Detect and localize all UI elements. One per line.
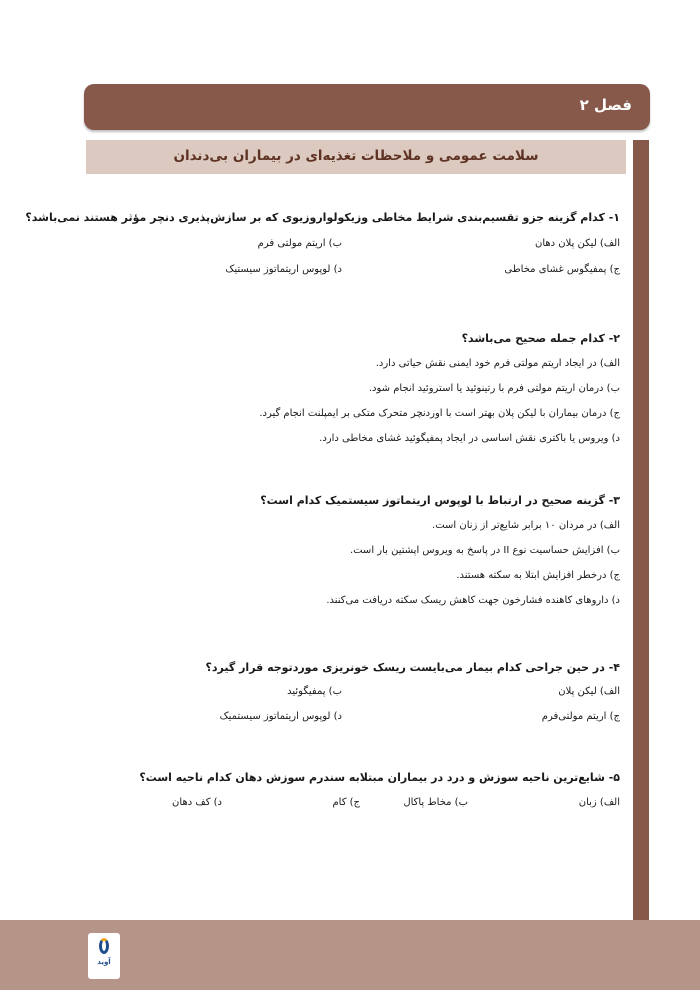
side-strip [633, 140, 649, 990]
question-3-option-c: ج) درخطر افزایش ابتلا به سکته هستند. [456, 570, 620, 581]
question-1-option-a: الف) لیکن پلان دهان [534, 238, 620, 249]
question-2-stem: ۲- کدام جمله صحیح می‌باشد؟ [461, 332, 620, 345]
chapter-header-bar [84, 84, 650, 130]
question-3-option-a: الف) در مردان ۱۰ برابر شایع‌تر از زنان است. [432, 520, 620, 531]
question-2-option-c: ج) درمان بیماران با لیکن پلان بهتر است با اوردنچر متحرک متکی بر ایمپلنت انجام گیرد. [259, 408, 620, 419]
question-5-option-a: الف) زبان [578, 797, 620, 808]
section-title: سلامت عمومی و ملاحظات تغذیه‌ای در بیماران بی‌دندان [173, 148, 539, 164]
question-4-option-d: د) لوپوس اریتماتوز سیستمیک [219, 711, 342, 722]
question-4-stem: ۴- در حین جراحی کدام بیمار می‌بایست ریسک خونریزی موردتوجه قرار گیرد؟ [205, 661, 620, 674]
question-3-stem: ۳- گزینه صحیح در ارتباط با لوپوس اریتماتوز سیستمیک کدام است؟ [260, 494, 620, 507]
question-5-stem: ۵- شایع‌ترین ناحیه سوزش و درد در بیماران مبتلابه سندرم سوزش دهان کدام ناحیه است؟ [139, 771, 620, 784]
question-1-option-b: ب) اریتم مولتی فرم [257, 238, 342, 249]
question-4-option-c: ج) اریتم مولتی‌فرم [541, 711, 620, 722]
section-title-bar [86, 140, 626, 174]
question-5-option-c: ج) کام [332, 797, 360, 808]
question-2-option-d: د) ویروس یا باکتری نقش اساسی در ایجاد پمفیگوئید غشای مخاطی دارد. [319, 433, 620, 444]
question-3-option-d: د) داروهای کاهنده فشارخون جهت کاهش ریسک سکته دریافت می‌کنند. [326, 595, 620, 606]
question-5-option-b: ب) مخاط پاکال [403, 797, 468, 808]
question-1-stem: ۱- کدام گزینه جزو تقسیم‌بندی شرایط مخاطی وزیکولواروزیوی که بر سازش‌پذیری دنچر مؤثر هستند نمی‌باشد؟ [25, 211, 620, 224]
question-1-option-d: د) لوپوس اریتماتوز سیستیک [225, 264, 342, 275]
logo-text: آوید [97, 958, 111, 966]
question-4-option-b: ب) پمفیگوئید [287, 686, 342, 697]
question-3-option-b: ب) افزایش حساسیت نوع II در پاسخ به ویروس اپشتین بار است. [349, 545, 620, 556]
logo-icon [99, 938, 109, 954]
question-5-option-d: د) کف دهان [172, 797, 222, 808]
chapter-label: فصل ۲ [579, 96, 632, 114]
question-4-option-a: الف) لیکن پلان [558, 686, 620, 697]
question-1-option-c: ج) پمفیگوس غشای مخاطی [504, 264, 620, 275]
publisher-logo [88, 933, 120, 979]
question-2-option-a: الف) در ایجاد اریتم مولتی فرم خود ایمنی نقش حیاتی دارد. [375, 358, 620, 369]
question-2-option-b: ب) درمان اریتم مولتی فرم با رتینوئید یا استروئید انجام شود. [368, 383, 620, 394]
